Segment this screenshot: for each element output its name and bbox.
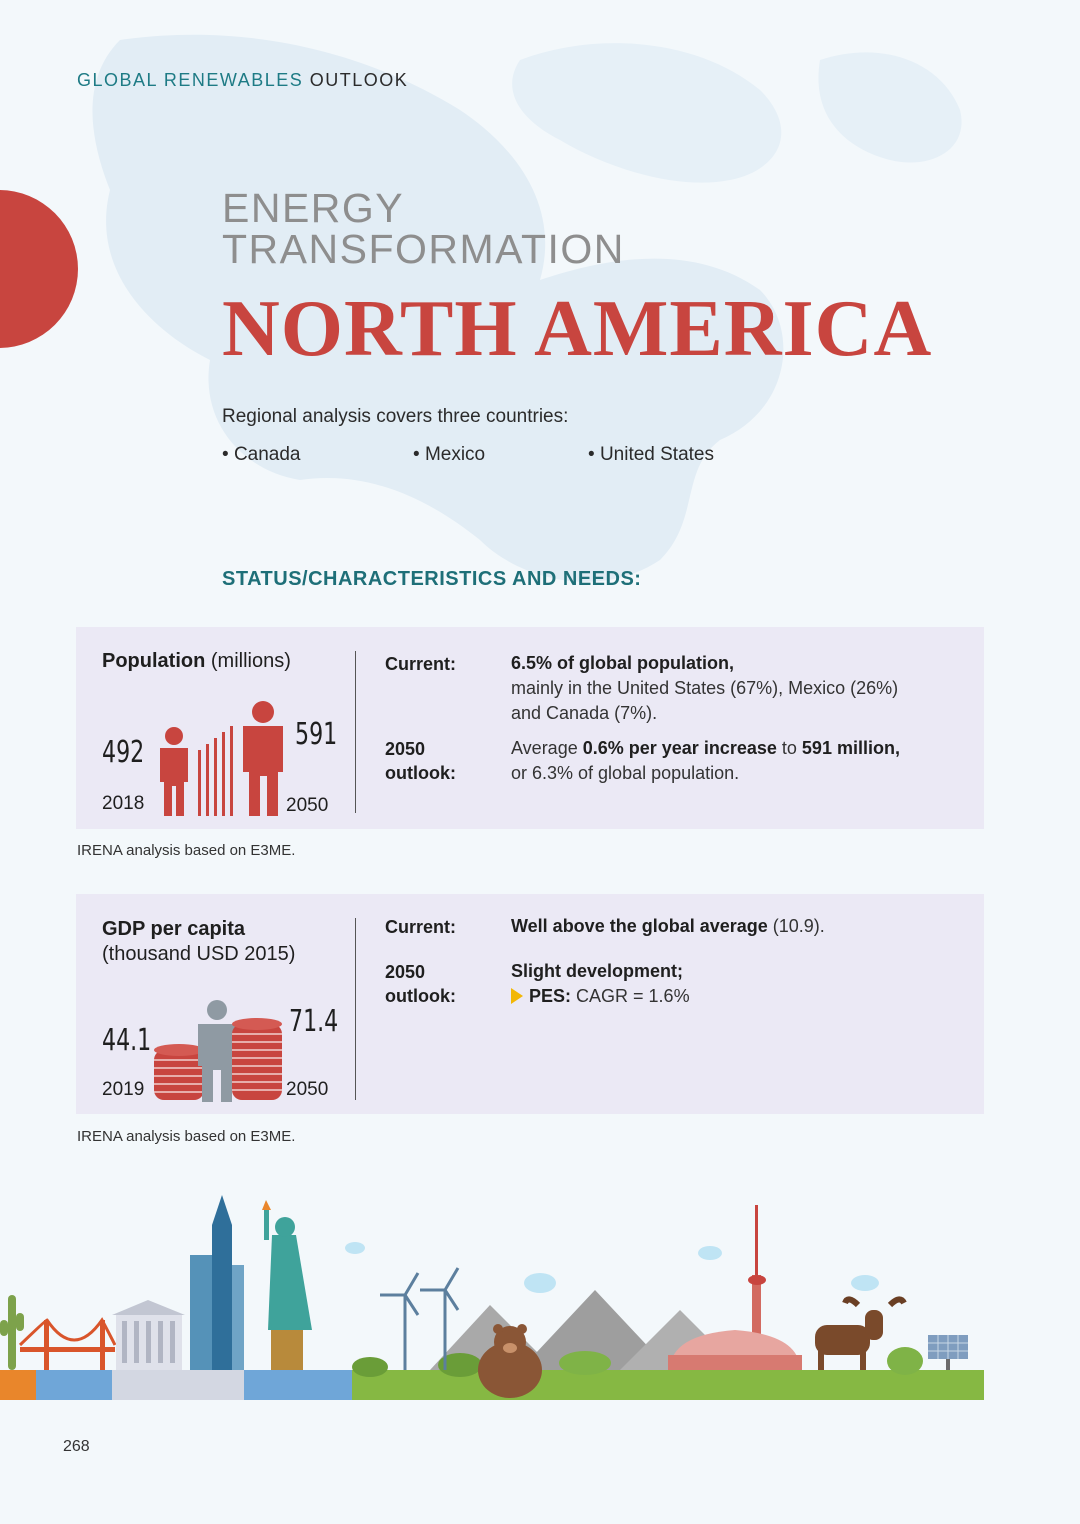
population-start-value: 492 (102, 735, 145, 770)
intro-text: Regional analysis covers three countries: (222, 406, 569, 427)
population-source: IRENA analysis based on E3ME. (77, 842, 296, 859)
population-label: Population (millions) (102, 650, 291, 672)
section-title-line1: ENERGY (222, 185, 405, 231)
running-header (77, 70, 408, 91)
gdp-outlook-text: Slight development; PES: CAGR = 1.6% (511, 961, 690, 1006)
population-current-text: 6.5% of global population, mainly in the United States (67%), Mexico (26%) and Canada (7%). (511, 653, 899, 723)
gdp-label: GDP per capita (thousand USD 2015) (102, 918, 296, 965)
population-end-year: 2050 (286, 795, 329, 816)
triangle-bullet-icon (511, 988, 523, 1004)
population-end-value: 591 (295, 717, 338, 752)
status-heading: STATUS/CHARACTERISTICS AND NEEDS: (222, 568, 642, 590)
gdp-current-text: Well above the global average (10.9). (511, 916, 825, 936)
gdp-outlook-key: 2050 outlook: (385, 962, 456, 1006)
population-divider (355, 651, 356, 813)
gdp-source: IRENA analysis based on E3ME. (77, 1128, 296, 1145)
section-title-line2: TRANSFORMATION (222, 226, 625, 272)
gdp-coins-person-icon (152, 996, 284, 1104)
gdp-current-key: Current: (385, 917, 456, 937)
gdp-start-value: 44.1 (102, 1023, 152, 1058)
population-outlook-key: 2050 outlook: (385, 739, 456, 783)
header-part1: GLOBAL RENEWABLES (77, 70, 304, 90)
population-people-icon (150, 700, 290, 820)
country-item: • Mexico (413, 444, 486, 465)
population-current-key: Current: (385, 654, 456, 674)
country-item: • Canada (222, 444, 301, 465)
population-outlook-text: Average 0.6% per year increase to 591 million, or 6.3% of global population. (511, 738, 900, 783)
region-title: NORTH AMERICA (222, 285, 933, 373)
population-start-year: 2018 (102, 793, 145, 814)
gdp-end-value: 71.4 (289, 1004, 339, 1039)
gdp-start-year: 2019 (102, 1079, 145, 1100)
gdp-end-year: 2050 (286, 1079, 329, 1100)
country-item: • United States (588, 444, 715, 465)
north-america-skyline-illustration (0, 1195, 1080, 1410)
header-part2: OUTLOOK (309, 70, 409, 90)
section-title (222, 185, 625, 272)
page-number: 268 (63, 1438, 90, 1455)
gdp-divider (355, 918, 356, 1100)
